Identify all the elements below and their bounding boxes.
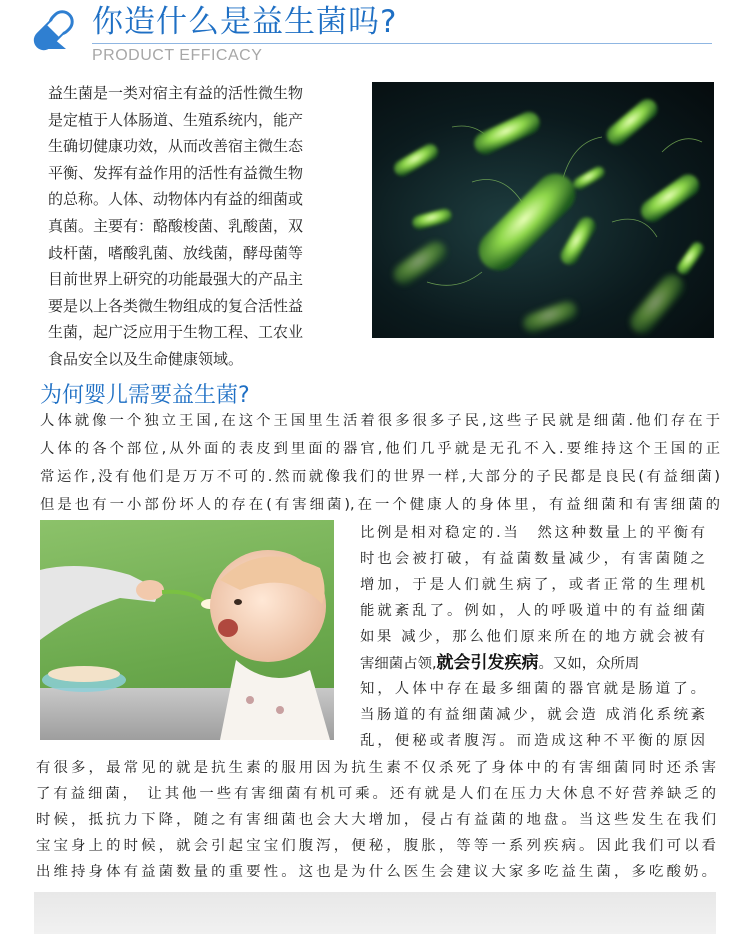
intro-line: 益生菌是一类对宿主有益的活性微生物 <box>48 84 304 102</box>
text-span: 。又如，众所周 <box>538 656 640 672</box>
page-subtitle: PRODUCT EFFICACY <box>92 47 263 64</box>
paragraph-line: 了有益细菌， 让其他一些有害细菌有机可乘。还有就是人们在压力大休息不好营养缺乏的 <box>36 786 716 802</box>
paragraph-line <box>360 651 639 676</box>
intro-line: 食品安全以及生命健康领域。 <box>48 349 244 368</box>
intro-line: 生菌，起广泛应用于生物工程、工农业 <box>48 323 304 342</box>
paragraph-line: 时候，抵抗力下降，随之有害细菌也会大大增加，侵占有益菌的地盘。当这些发生在我们 <box>36 812 716 828</box>
bacteria-image <box>372 82 714 338</box>
paragraph-line: 宝宝身上的时候，就会引起宝宝们腹泻，便秘，腹胀，等等一系列疾病。因此我们可以看 <box>36 838 716 854</box>
intro-line: 真菌。主要有：酪酸梭菌、乳酸菌，双 <box>48 216 304 235</box>
paragraph-line: 人体就像一个独立王国,在这个王国里生活着很多很多子民,这些子民就是细菌.他们存在于 <box>40 413 720 429</box>
paragraph-line: 有很多，最常见的就是抗生素的服用因为抗生素不仅杀死了身体中的有害细菌同时还杀害 <box>36 760 716 776</box>
section-heading: 为何婴儿需要益生菌? <box>40 383 250 408</box>
text-span: 害细菌占领, <box>360 656 437 672</box>
intro-line: 歧杆菌，嗜酸乳菌、放线菌，酵母菌等 <box>48 243 304 262</box>
pill-capsule-icon <box>26 4 80 58</box>
paragraph-line: 如果 减少，那么他们原来所在的地方就会被有 <box>360 629 705 645</box>
intro-line: 生确切健康功效，从而改善宿主微生态 <box>48 137 304 156</box>
paragraph-line: 增加，于是人们就生病了，或者正常的生理机 <box>360 577 705 593</box>
emphasis-text: 就会引发疾病 <box>436 653 539 673</box>
paragraph-line: 时也会被打破，有益菌数量减少，有害菌随之 <box>360 551 705 567</box>
intro-line: 的总称。人体、动物体内有益的细菌或 <box>48 190 304 209</box>
paragraph-line: 乱，便秘或者腹泻。而造成这种不平衡的原因 <box>360 733 705 749</box>
page-title: 你造什么是益生菌吗? <box>92 4 398 40</box>
intro-line: 是定植于人体肠道、生殖系统内，能产 <box>48 110 304 129</box>
paragraph-line: 比例是相对稳定的.当 然这种数量上的平衡有 <box>360 525 705 541</box>
paragraph-line: 当肠道的有益细菌减少，就会造 成消化系统紊 <box>360 707 705 723</box>
intro-line: 目前世界上研究的功能最强大的产品主 <box>48 270 304 289</box>
intro-line: 要是以上各类微生物组成的复合活性益 <box>48 296 304 315</box>
baby-feeding-image <box>40 520 334 740</box>
paragraph-line: 能就紊乱了。例如，人的呼吸道中的有益细菌 <box>360 603 705 619</box>
intro-line: 平衡、发挥有益作用的活性有益微生物 <box>48 163 304 182</box>
paragraph-line: 出维持身体有益菌数量的重要性。这也是为什么医生会建议大家多吃益生菌，多吃酸奶。 <box>36 864 716 880</box>
paragraph-line: 人体的各个部位,从外面的表皮到里面的器官,他们几乎就是无孔不入.要维持这个王国的正 <box>40 441 720 457</box>
intro-paragraph <box>48 80 366 373</box>
paragraph-line: 常运作,没有他们是万万不可的.然而就像我们的世界一样,大部分的子民都是良民(有益细菌) <box>40 469 720 485</box>
bottom-panel <box>34 892 716 934</box>
paragraph-line: 知，人体中存在最多细菌的器官就是肠道了。 <box>360 681 705 697</box>
paragraph-line: 但是也有一小部份坏人的存在(有害细菌),在一个健康人的身体里，有益细菌和有害细菌的 <box>40 497 720 513</box>
title-divider <box>92 43 712 44</box>
